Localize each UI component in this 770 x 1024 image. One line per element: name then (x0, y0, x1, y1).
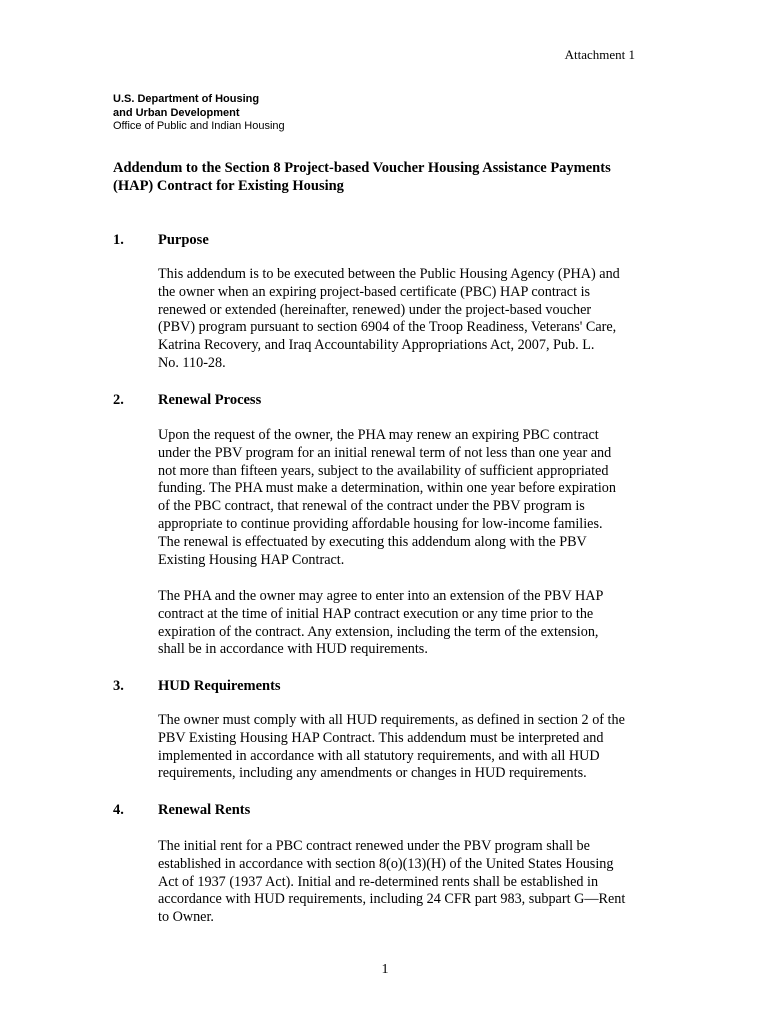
section-1-heading (113, 231, 209, 249)
title-line-2: (HAP) Contract for Existing Housing (113, 178, 344, 194)
section-title: Renewal Process (158, 392, 262, 408)
text-line: requirements, including any amendments or changes in HUD requirements. (158, 765, 587, 782)
text-line: No. 110-28. (158, 354, 226, 371)
text-line: accordance with HUD requirements, including 24 CFR part 983, subpart G—Rent (158, 891, 626, 908)
section-number: 1. (113, 232, 124, 248)
text-line: The renewal is effectuated by executing this addendum along with the PBV (158, 533, 587, 550)
text-line: This addendum is to be executed between the Public Housing Agency (PHA) and (158, 266, 620, 282)
agency-line-1: U.S. Department of Housing (113, 93, 260, 105)
section-number: 2. (113, 392, 124, 408)
text-line: under the PBV program for an initial renewal term of not less than one year and (158, 444, 612, 461)
text-line: Katrina Recovery, and Iraq Accountability Appropriations Act, 2007, Pub. L. (158, 337, 595, 354)
section-title: Renewal Rents (158, 802, 251, 818)
section-3-paragraph-1 (158, 712, 658, 783)
text-line: The initial rent for a PBC contract renewed under the PBV program shall be (158, 838, 590, 854)
section-title: Purpose (158, 232, 209, 248)
agency-line-2: and Urban Development (113, 106, 240, 119)
text-line: of the PBC contract, that renewal of the contract under the PBV program is (158, 498, 585, 515)
text-line: PBV Existing Housing HAP Contract. This addendum must be interpreted and (158, 729, 604, 746)
text-line: established in accordance with section 8(o)(13)(H) of the United States Housing (158, 855, 614, 872)
document-title (113, 159, 653, 195)
section-2-paragraph-2 (158, 588, 658, 659)
section-number: 4. (113, 802, 124, 818)
text-line: Upon the request of the owner, the PHA may renew an expiring PBC contract (158, 427, 599, 443)
attachment-label: Attachment 1 (564, 47, 635, 62)
text-line: not more than fifteen years, subject to the availability of sufficient appropriated (158, 462, 609, 479)
section-4-heading (113, 801, 250, 819)
text-line: expiration of the contract. Any extension, including the term of the extension, (158, 623, 599, 640)
text-line: shall be in accordance with HUD requirements. (158, 641, 428, 658)
text-line: funding. The PHA must make a determination, within one year before expiration (158, 480, 616, 497)
section-3-heading (113, 677, 281, 695)
text-line: (PBV) program pursuant to section 6904 of the Troop Readiness, Veterans' Care, (158, 319, 617, 336)
text-line: renewed or extended (hereinafter, renewed) under the project-based voucher (158, 301, 592, 318)
text-line: appropriate to continue providing affordable housing for low-income families. (158, 515, 603, 532)
text-line: The owner must comply with all HUD requirements, as defined in section 2 of the (158, 712, 625, 728)
title-line-1: Addendum to the Section 8 Project-based Voucher Housing Assistance Payments (113, 160, 611, 176)
agency-line-3: Office of Public and Indian Housing (113, 120, 285, 132)
agency-block (113, 93, 285, 134)
section-title: HUD Requirements (158, 678, 281, 694)
text-line: Existing Housing HAP Contract. (158, 551, 345, 568)
section-4-paragraph-1 (158, 838, 658, 927)
text-line: the owner when an expiring project-based certificate (PBC) HAP contract is (158, 283, 591, 300)
section-number: 3. (113, 678, 124, 694)
text-line: to Owner. (158, 909, 214, 926)
text-line: implemented in accordance with all statutory requirements, and with all HUD (158, 747, 600, 764)
section-2-heading (113, 391, 261, 409)
page-number: 1 (381, 962, 389, 977)
section-1-paragraph-1 (158, 266, 658, 373)
text-line: The PHA and the owner may agree to enter into an extension of the PBV HAP (158, 588, 604, 604)
section-2-paragraph-1 (158, 427, 658, 569)
text-line: Act of 1937 (1937 Act). Initial and re-determined rents shall be established in (158, 873, 599, 890)
text-line: contract at the time of initial HAP contract execution or any time prior to the (158, 605, 594, 622)
